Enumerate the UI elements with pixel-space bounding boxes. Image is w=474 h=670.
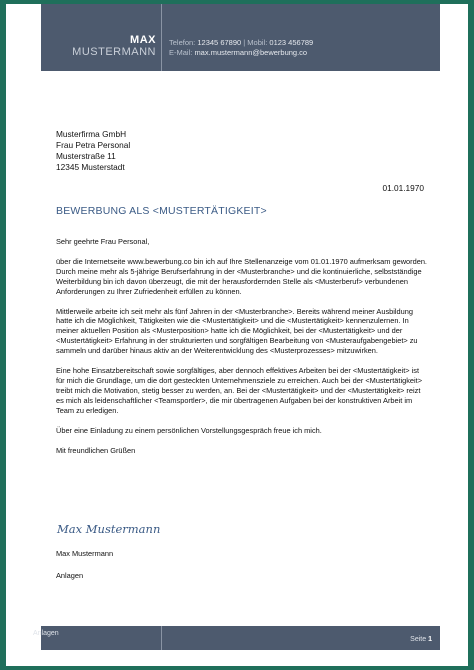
email-label: E-Mail: <box>169 48 193 57</box>
mobile-value: 0123 456789 <box>269 38 314 47</box>
contact-phone-line <box>169 38 313 47</box>
letter-page <box>6 4 468 666</box>
paragraph-1: über die Internetseite www.bewerbung.co bin ich auf Ihre Stellenanzeige vom 01.01.1970 aufmerksam geworden. Durch meine mehr als 5-jährige Berufserfahrung in der <Musterbranche> und die kontinuierliche, selbstständige Weiterbildung bin ich davon überzeugt, die mit der herausfordernden Stelle als <Musterberuf> verbundenen Anforderungen zu Ihrer Zufriedenheit erfüllen zu können. <box>56 256 427 296</box>
recipient-person: Frau Petra Personal <box>56 140 131 150</box>
recipient-address <box>56 129 130 173</box>
closing: Mit freundlichen Grüßen <box>56 445 136 455</box>
email-value: max.mustermann@bewerbung.co <box>194 48 308 57</box>
recipient-company: Musterfirma GmbH <box>56 129 127 139</box>
contact-email-line <box>169 48 307 57</box>
salutation: Sehr geehrte Frau Personal, <box>56 237 150 246</box>
sender-name: Max Mustermann <box>56 549 114 558</box>
recipient-city: 12345 Musterstadt <box>56 162 125 172</box>
page-number-value: 1 <box>428 636 432 643</box>
handwritten-signature: Max Mustermann <box>57 522 161 536</box>
mobile-label: | Mobil: <box>243 38 268 47</box>
page-number <box>410 636 432 643</box>
page-footer <box>33 626 440 650</box>
footer-divider <box>161 626 162 650</box>
paragraph-4: Über eine Einladung zu einem persönlichen Vorstellungsgespräch freue ich mich. <box>56 425 322 435</box>
sender-last-name: MUSTERMANN <box>72 46 156 58</box>
letter-subject: BEWERBUNG ALS <MUSTERTÄTIGKEIT> <box>56 205 267 217</box>
letterhead <box>41 4 440 71</box>
letter-date: 01.01.1970 <box>382 183 424 193</box>
paragraph-2: Mittlerweile arbeite ich seit mehr als fünf Jahren in der <Musterbranche>. Bereits während meiner Ausbildung hatte ich die Möglichkeit, Tätigkeiten wie die <Mustertätigkeit> und die <Mustertätigkeit> kennenzulernen. In meiner aktuellen Position als <Musterposition> hatte ich die Möglichkeit, bei der <Mustertätigkeit> und der <Mustertätigkeit> Erfahrung in der strukturierten und sorgfältigen Bearbeitung von <Musteraufgabengebiet> zu sammeln und darüber hinaus aktiv an der Weiterentwicklung des <Musterprozesses> mitzuwirken. <box>56 306 418 356</box>
sender-first-name: MAX <box>130 34 156 46</box>
page-label: Seite <box>410 636 427 643</box>
footer-enclosures: Anlagen <box>33 630 59 637</box>
header-divider <box>161 4 162 71</box>
recipient-street: Musterstraße 11 <box>56 151 116 161</box>
enclosures: Anlagen <box>56 571 84 580</box>
letter-body <box>56 237 428 465</box>
phone-value: 12345 67890 <box>197 38 242 47</box>
paragraph-3: Eine hohe Einsatzbereitschaft sowie sorgfältiges, aber dennoch effektives Arbeiten bei der <Mustertätigkeit> ist für mich die Grundlage, um die dort gesteckten Unternehmensziele zu erreichen. Auch bei der <Mustertätigkeit> treibt mich die Motivation, stetig besser zu werden, an. Bei der <Mustertätigkeit> und der <Mustertätigkeit> reizt es mich als leidenschaftlicher <Teamsportler>, die mir übertragenen Aufgaben bei der konstruktiven Arbeit im Team zu erledigen. <box>56 366 423 415</box>
phone-label: Telefon: <box>169 38 196 47</box>
